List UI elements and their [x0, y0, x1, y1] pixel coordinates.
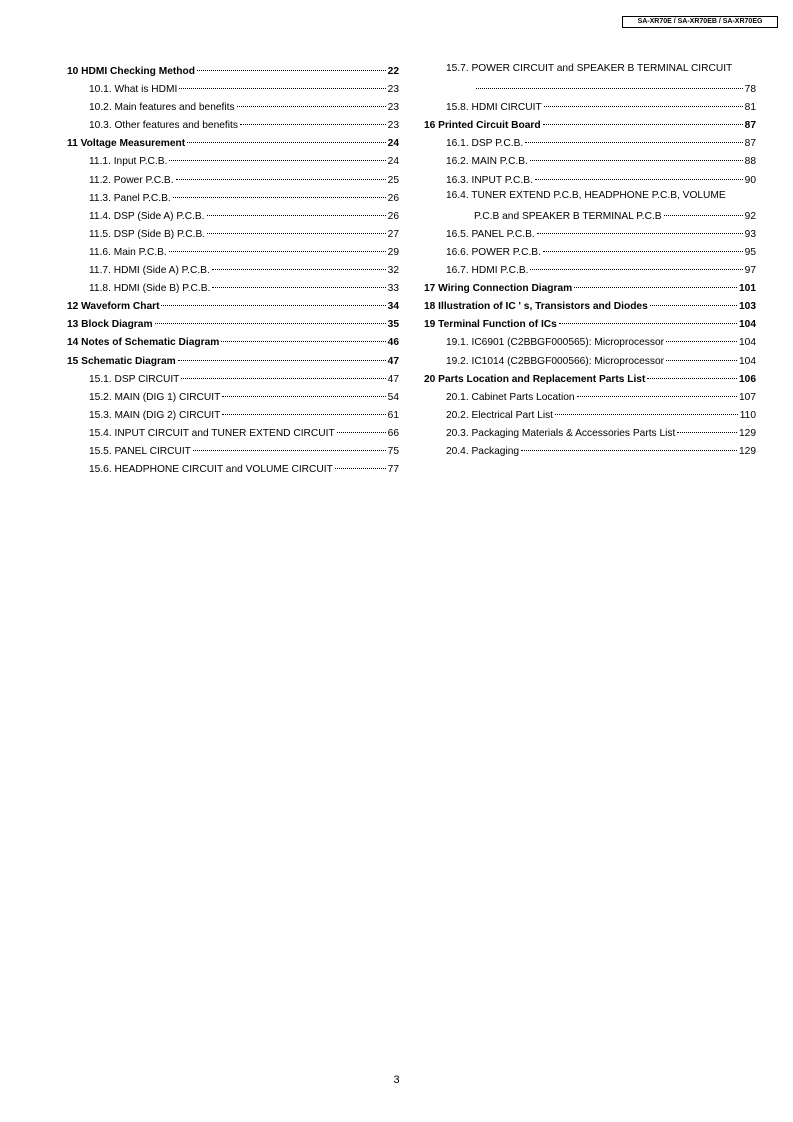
toc-entry[interactable] [67, 132, 399, 150]
toc-entry-page: 24 [387, 138, 399, 150]
toc-entry-page: 47 [387, 373, 399, 385]
toc-entry-title: 20.4. Packaging [446, 445, 520, 457]
dot-leader [543, 241, 743, 255]
toc-entry-title: 19.2. IC1014 (C2BBGF000566): Microprocessor [446, 355, 665, 367]
toc-entry-title: 11 Voltage Measurement [67, 138, 186, 150]
toc-entry[interactable] [424, 259, 756, 277]
toc-entry[interactable] [424, 350, 756, 368]
dot-leader [650, 295, 737, 309]
dot-leader [173, 187, 386, 201]
toc-entry-title: 10.1. What is HDMI [89, 84, 178, 96]
toc-entry[interactable] [67, 331, 399, 349]
toc-entry[interactable] [67, 223, 399, 241]
dot-leader [193, 440, 386, 454]
toc-entry[interactable] [424, 440, 756, 458]
toc-entry-title: 11.1. Input P.C.B. [89, 156, 168, 168]
toc-entry-page: 103 [739, 301, 756, 313]
dot-leader [169, 241, 386, 255]
dot-leader [179, 78, 385, 92]
dot-leader [222, 404, 385, 418]
dot-leader [197, 60, 386, 74]
dot-leader [521, 440, 737, 454]
toc-entry-page: 93 [744, 228, 756, 240]
toc-entry-title: 12 Waveform Chart [67, 301, 160, 313]
dot-leader [237, 96, 386, 110]
toc-entry-page: 101 [739, 283, 756, 295]
toc-entry-page: 35 [387, 319, 399, 331]
toc-entry-title: 16.2. MAIN P.C.B. [446, 156, 528, 168]
toc-entry[interactable] [424, 60, 756, 78]
toc-entry[interactable] [67, 440, 399, 458]
dot-leader [543, 114, 743, 128]
toc-right-column [424, 60, 756, 458]
toc-entry-title: 11.7. HDMI (Side A) P.C.B. [89, 265, 210, 277]
toc-entry-page: 46 [387, 337, 399, 349]
toc-entry-page: 95 [744, 246, 756, 258]
dot-leader [207, 223, 386, 237]
toc-entry-title: 15.3. MAIN (DIG 2) CIRCUIT [89, 409, 221, 421]
dot-leader [530, 259, 742, 273]
toc-entry[interactable] [424, 368, 756, 386]
toc-entry[interactable] [424, 132, 756, 150]
dot-leader [335, 458, 386, 472]
toc-entry-title: 20.1. Cabinet Parts Location [446, 391, 575, 403]
toc-entry-page: 90 [744, 174, 756, 186]
toc-entry[interactable] [67, 404, 399, 422]
dot-leader [664, 205, 743, 219]
toc-entry-title: 11.4. DSP (Side A) P.C.B. [89, 210, 205, 222]
toc-entry[interactable] [67, 96, 399, 114]
toc-entry[interactable] [424, 96, 756, 114]
dot-leader [555, 404, 738, 418]
toc-entry[interactable] [67, 368, 399, 386]
model-number-header: SA-XR70E / SA-XR70EB / SA-XR70EG [622, 16, 778, 28]
dot-leader [187, 132, 386, 146]
toc-entry-title: 16.6. POWER P.C.B. [446, 246, 541, 258]
dot-leader [178, 350, 386, 364]
toc-entry-page: 75 [387, 445, 399, 457]
toc-entry[interactable] [67, 78, 399, 96]
toc-entry-title: 19 Terminal Function of ICs [424, 319, 557, 331]
toc-entry[interactable] [424, 205, 756, 223]
toc-left-column [67, 60, 399, 476]
toc-entry[interactable] [67, 259, 399, 277]
dot-leader [337, 422, 386, 436]
toc-entry-title: 16.7. HDMI P.C.B. [446, 265, 529, 277]
dot-leader [544, 96, 743, 110]
toc-entry-title: 15.2. MAIN (DIG 1) CIRCUIT [89, 391, 221, 403]
toc-entry[interactable] [424, 313, 756, 331]
toc-entry-page: 26 [387, 192, 399, 204]
toc-entry-page: 129 [739, 427, 756, 439]
toc-entry[interactable] [424, 78, 756, 96]
toc-entry-title: 20.2. Electrical Part List [446, 409, 554, 421]
toc-entry-title: 11.2. Power P.C.B. [89, 174, 174, 186]
toc-entry-page: 92 [744, 210, 756, 222]
dot-leader [221, 331, 385, 345]
toc-entry-page: 33 [387, 283, 399, 295]
toc-entry-title: 10.3. Other features and benefits [89, 120, 238, 132]
toc-entry-title: 15.5. PANEL CIRCUIT [89, 445, 191, 457]
toc-entry[interactable] [67, 350, 399, 368]
toc-entry[interactable] [424, 241, 756, 259]
toc-entry-page: 104 [739, 319, 756, 331]
dot-leader [666, 350, 737, 364]
toc-entry-page: 32 [387, 265, 399, 277]
toc-entry-page: 87 [744, 120, 756, 132]
toc-entry[interactable] [424, 114, 756, 132]
dot-leader [240, 114, 386, 128]
dot-leader [155, 313, 386, 327]
toc-entry-title: 20.3. Packaging Materials & Accessories Parts List [446, 427, 676, 439]
toc-entry-page: 77 [387, 464, 399, 476]
toc-entry-page: 23 [387, 120, 399, 132]
toc-entry-page: 87 [744, 138, 756, 150]
toc-entry[interactable] [67, 169, 399, 187]
toc-entry[interactable] [67, 205, 399, 223]
toc-entry-page: 23 [387, 84, 399, 96]
toc-entry-title: 11.3. Panel P.C.B. [89, 192, 171, 204]
toc-entry-page: 47 [387, 355, 399, 367]
toc-entry-page: 24 [387, 156, 399, 168]
dot-leader [535, 169, 743, 183]
toc-entry[interactable] [424, 277, 756, 295]
toc-entry-page: 26 [387, 210, 399, 222]
toc-entry-page: 61 [387, 409, 399, 421]
toc-entry-page: 29 [387, 246, 399, 258]
dot-leader [574, 277, 737, 291]
toc-entry-page: 25 [387, 174, 399, 186]
toc-entry-page: 97 [744, 265, 756, 277]
toc-entry[interactable] [424, 223, 756, 241]
toc-entry-title: 17 Wiring Connection Diagram [424, 283, 573, 295]
toc-entry-page: 54 [387, 391, 399, 403]
toc-entry-title: 18 Illustration of IC ' s, Transistors and Diodes [424, 301, 648, 313]
dot-leader [559, 313, 737, 327]
toc-entry[interactable] [424, 150, 756, 168]
dot-leader [476, 78, 743, 92]
toc-entry-page: 66 [387, 427, 399, 439]
toc-entry[interactable] [67, 187, 399, 205]
toc-entry-title: 16 Printed Circuit Board [424, 120, 541, 132]
toc-entry-title: 16.5. PANEL P.C.B. [446, 228, 535, 240]
toc-entry-page: 104 [739, 337, 756, 349]
dot-leader [176, 169, 386, 183]
dot-leader [212, 277, 385, 291]
toc-entry-title: 15.8. HDMI CIRCUIT [446, 102, 542, 114]
dot-leader [647, 368, 737, 382]
toc-entry-title: 13 Block Diagram [67, 319, 153, 331]
page-number: 3 [393, 1074, 400, 1086]
toc-entry[interactable] [424, 169, 756, 187]
toc-entry-title: 14 Notes of Schematic Diagram [67, 337, 220, 349]
toc-entry-page: 27 [387, 228, 399, 240]
toc-entry[interactable] [424, 187, 756, 205]
dot-leader [207, 205, 386, 219]
toc-entry-title: P.C.B and SPEAKER B TERMINAL P.C.B [474, 210, 662, 222]
toc-entry[interactable] [67, 114, 399, 132]
toc-entry[interactable] [67, 295, 399, 313]
toc-entry-page: 104 [739, 355, 756, 367]
dot-leader [161, 295, 385, 309]
toc-entry-title: 11.6. Main P.C.B. [89, 246, 167, 258]
toc-entry-page: 106 [739, 373, 756, 385]
toc-entry[interactable] [67, 241, 399, 259]
toc-entry-page: 129 [739, 445, 756, 457]
dot-leader [530, 150, 743, 164]
dot-leader [525, 132, 742, 146]
toc-entry-title: 19.1. IC6901 (C2BBGF000565): Microprocessor [446, 337, 665, 349]
toc-entry-title: 20 Parts Location and Replacement Parts List [424, 373, 646, 385]
dot-leader [212, 259, 386, 273]
toc-entry[interactable] [424, 422, 756, 440]
toc-entry[interactable] [424, 386, 756, 404]
toc-entry-page: 107 [739, 391, 756, 403]
toc-entry-title: 15.4. INPUT CIRCUIT and TUNER EXTEND CIRCUIT [89, 427, 335, 439]
toc-entry-title: 16.3. INPUT P.C.B. [446, 174, 533, 186]
toc-entry[interactable] [424, 295, 756, 313]
toc-entry-title: 16.4. TUNER EXTEND P.C.B, HEADPHONE P.C.B, VOLUME [446, 189, 726, 201]
toc-entry-title: 15.7. POWER CIRCUIT and SPEAKER B TERMINAL CIRCUIT [446, 63, 733, 74]
toc-entry[interactable] [67, 458, 399, 476]
dot-leader [181, 368, 385, 382]
toc-entry[interactable] [67, 386, 399, 404]
toc-entry[interactable] [67, 60, 399, 78]
toc-entry[interactable] [67, 277, 399, 295]
toc-entry-page: 78 [744, 84, 756, 96]
toc-entry-title: 15.1. DSP CIRCUIT [89, 373, 180, 385]
toc-entry-title: 10 HDMI Checking Method [67, 66, 195, 77]
toc-entry-page: 81 [744, 102, 756, 114]
toc-entry-title: 16.1. DSP P.C.B. [446, 138, 524, 150]
toc-entry-page: 23 [387, 102, 399, 114]
toc-entry[interactable] [67, 422, 399, 440]
toc-entry-title: 11.8. HDMI (Side B) P.C.B. [89, 283, 211, 295]
toc-entry[interactable] [424, 331, 756, 349]
dot-leader [677, 422, 737, 436]
toc-entry-title: 15.6. HEADPHONE CIRCUIT and VOLUME CIRCUIT [89, 464, 333, 476]
toc-entry-title: 15 Schematic Diagram [67, 355, 176, 367]
toc-entry[interactable] [67, 150, 399, 168]
toc-entry-page: 22 [387, 66, 399, 77]
toc-entry[interactable] [424, 404, 756, 422]
toc-entry-page: 34 [387, 301, 399, 313]
dot-leader [222, 386, 385, 400]
dot-leader [537, 223, 743, 237]
dot-leader [577, 386, 737, 400]
dot-leader [666, 331, 737, 345]
toc-entry-page: 88 [744, 156, 756, 168]
toc-entry-title: 11.5. DSP (Side B) P.C.B. [89, 228, 206, 240]
toc-entry-page: 110 [739, 409, 756, 421]
toc-entry-title: 10.2. Main features and benefits [89, 102, 235, 114]
dot-leader [169, 150, 385, 164]
toc-entry[interactable] [67, 313, 399, 331]
